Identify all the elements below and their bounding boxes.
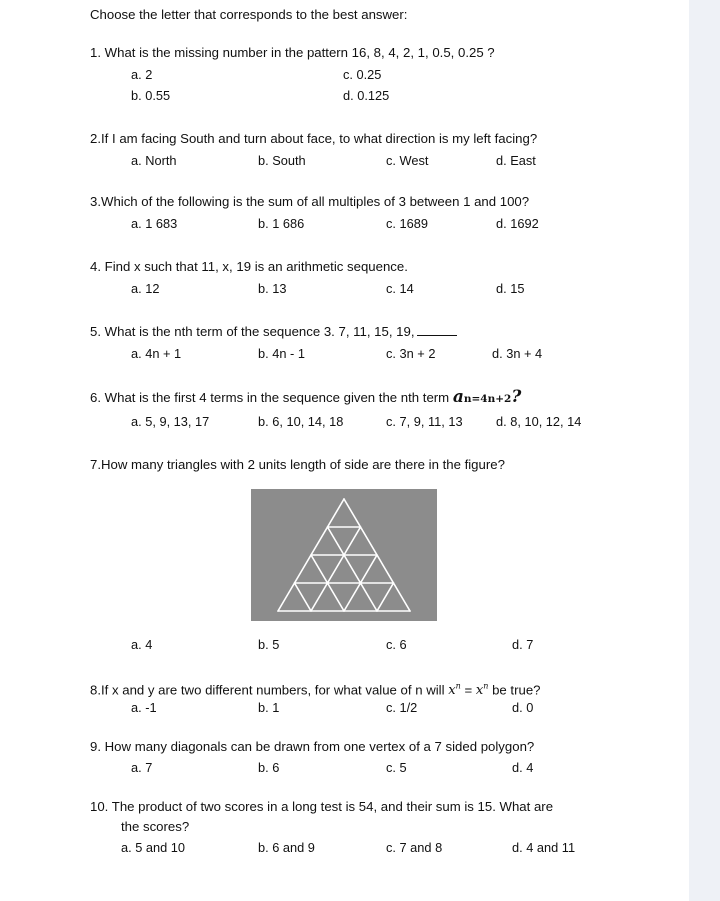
nth-term-formula: n=4n+2 bbox=[463, 393, 512, 405]
q1-option-d: d. 0.125 bbox=[343, 88, 390, 103]
question-10-line-2: the scores? bbox=[121, 819, 190, 834]
q10-option-b: b. 6 and 9 bbox=[258, 840, 315, 855]
q8-option-b: b. 1 bbox=[258, 700, 280, 715]
question-2: 2.If I am facing South and turn about face, to what direction is my left facing? bbox=[90, 131, 538, 146]
q1-option-b: b. 0.55 bbox=[131, 88, 171, 103]
question-6-text: 6. What is the first 4 terms in the sequence given the nth term bbox=[90, 390, 450, 405]
question-1: 1. What is the missing number in the pattern 16, 8, 4, 2, 1, 0.5, 0.25 ? bbox=[90, 45, 495, 60]
q10-option-a: a. 5 and 10 bbox=[121, 840, 186, 855]
triangle-figure bbox=[251, 489, 437, 621]
q2-option-d: d. East bbox=[496, 153, 536, 168]
q3-option-a: a. 1 683 bbox=[131, 216, 178, 231]
q6-option-a: a. 5, 9, 13, 17 bbox=[131, 414, 210, 429]
question-3: 3.Which of the following is the sum of all multiples of 3 between 1 and 100? bbox=[90, 194, 530, 209]
instructions: Choose the letter that corresponds to the best answer: bbox=[90, 7, 408, 22]
q6-option-d: d. 8, 10, 12, 14 bbox=[496, 414, 582, 429]
q7-option-c: c. 6 bbox=[386, 637, 407, 652]
q1-option-a: a. 2 bbox=[131, 67, 153, 82]
q10-option-c: c. 7 and 8 bbox=[386, 840, 443, 855]
question-mark: ? bbox=[511, 387, 522, 407]
q4-option-d: d. 15 bbox=[496, 281, 525, 296]
right-panel bbox=[689, 0, 720, 901]
q2-option-b: b. South bbox=[258, 153, 306, 168]
q7-option-a: a. 4 bbox=[131, 637, 153, 652]
q8-option-a: a. -1 bbox=[131, 700, 157, 715]
q4-option-c: c. 14 bbox=[386, 281, 414, 296]
q8-option-d: d. 0 bbox=[512, 700, 534, 715]
q5-option-b: b. 4n - 1 bbox=[258, 346, 305, 361]
q7-option-b: b. 5 bbox=[258, 637, 280, 652]
question-7: 7.How many triangles with 2 units length of side are there in the figure? bbox=[90, 457, 505, 472]
q5-option-a: a. 4n + 1 bbox=[131, 346, 182, 361]
q2-option-a: a. North bbox=[131, 153, 177, 168]
q6-option-b: b. 6, 10, 14, 18 bbox=[258, 414, 344, 429]
q9-option-c: c. 5 bbox=[386, 760, 407, 775]
grid-line bbox=[295, 583, 312, 611]
q9-option-a: a. 7 bbox=[131, 760, 153, 775]
q7-option-d: d. 7 bbox=[512, 637, 534, 652]
q3-option-c: c. 1689 bbox=[386, 216, 428, 231]
question-8-end: be true? bbox=[492, 682, 541, 698]
equation-x-power-n-rhs: $x^n$ bbox=[475, 682, 489, 699]
question-9: 9. How many diagonals can be drawn from one vertex of a 7 sided polygon? bbox=[90, 739, 535, 754]
question-10: 10. The product of two scores in a long test is 54, and their sum is 15. What are bbox=[90, 799, 554, 814]
q6-option-c: c. 7, 9, 11, 13 bbox=[386, 414, 463, 429]
q1-option-c: c. 0.25 bbox=[343, 67, 382, 82]
question-5 bbox=[90, 324, 457, 340]
q8-option-c: c. 1/2 bbox=[386, 700, 418, 715]
q5-option-c: c. 3n + 2 bbox=[386, 346, 436, 361]
triangle-grid-figure bbox=[251, 489, 437, 621]
q2-option-c: c. West bbox=[386, 153, 429, 168]
question-8: 8.If x and y are two different numbers, for what value of n will $x^n = x^n$ be true? bbox=[90, 682, 541, 699]
q9-option-d: d. 4 bbox=[512, 760, 534, 775]
q10-option-d: d. 4 and 11 bbox=[512, 840, 576, 855]
equation-x-power-n: $x^n$ bbox=[448, 682, 461, 699]
question-6 bbox=[90, 389, 521, 407]
grid-line bbox=[377, 583, 394, 611]
question-4: 4. Find x such that 11, x, 19 is an arithmetic sequence. bbox=[90, 259, 408, 274]
q3-option-d: d. 1692 bbox=[496, 216, 539, 231]
q9-option-b: b. 6 bbox=[258, 760, 280, 775]
q4-option-a: a. 12 bbox=[131, 281, 160, 296]
question-8-text: 8.If x and y are two different numbers, for what value of n will bbox=[90, 682, 445, 698]
answer-blank bbox=[417, 326, 457, 336]
q4-option-b: b. 13 bbox=[258, 281, 287, 296]
q3-option-b: b. 1 686 bbox=[258, 216, 305, 231]
nth-term-symbol: a bbox=[452, 387, 464, 407]
question-5-text: 5. What is the nth term of the sequence 3. 7, 11, 15, 19, bbox=[90, 324, 415, 339]
q5-option-d: d. 3n + 4 bbox=[492, 346, 543, 361]
